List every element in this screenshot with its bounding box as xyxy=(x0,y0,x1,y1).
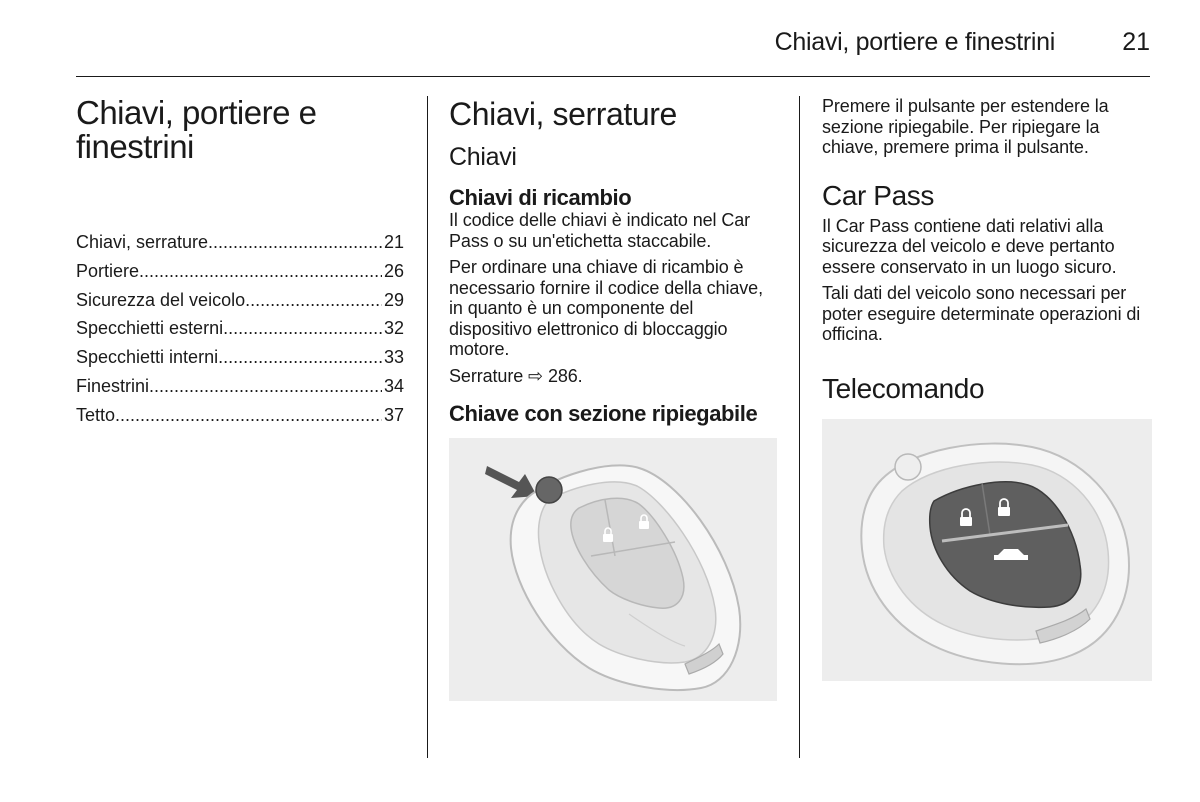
toc-entry-page: 26 xyxy=(383,260,404,281)
reference-text: Serrature xyxy=(449,365,524,386)
toc-leader-dots xyxy=(208,228,382,257)
spare-keys-heading: Chiavi di ricambio xyxy=(449,185,632,210)
key-fob-icon xyxy=(511,465,741,690)
arrow-icon xyxy=(485,466,537,498)
table-of-contents xyxy=(76,228,404,430)
toc-entry[interactable] xyxy=(76,257,404,286)
toc-entry-page: 21 xyxy=(383,232,404,252)
toc-entry[interactable] xyxy=(76,401,404,430)
chapter-column xyxy=(76,96,404,430)
folding-key-heading: Chiave con sezione ripiegabile xyxy=(449,401,758,426)
paragraph: Il codice delle chiavi è indicato nel Car Pass o su un'etichetta staccabile. xyxy=(449,210,751,251)
folding-key-illustration xyxy=(449,438,777,701)
column-divider xyxy=(427,96,428,758)
toc-entry[interactable] xyxy=(76,343,404,372)
toc-leader-dots xyxy=(218,343,382,372)
column-divider xyxy=(799,96,800,758)
right-column xyxy=(822,96,1152,681)
chapter-title-line2: finestrini xyxy=(76,128,194,165)
toc-entry-label: Tetto xyxy=(76,404,116,425)
toc-entry-page: 37 xyxy=(383,404,404,425)
section-title: Chiavi, serrature xyxy=(449,96,677,132)
toc-entry-page: 33 xyxy=(383,347,404,368)
toc-entry-label: Specchietti interni xyxy=(76,347,219,368)
toc-leader-dots xyxy=(149,372,382,401)
toc-entry-label: Sicurezza del veicolo xyxy=(76,289,246,310)
header-title: Chiavi, portiere e finestrini xyxy=(774,28,1055,56)
toc-entry[interactable] xyxy=(76,286,404,315)
toc-entry-page: 34 xyxy=(383,375,404,396)
toc-entry-page: 29 xyxy=(383,289,404,310)
chapter-title xyxy=(76,96,404,164)
toc-entry[interactable] xyxy=(76,314,404,343)
toc-leader-dots xyxy=(139,257,382,286)
paragraph: Per ordinare una chiave di ricambio è necessario fornire il codice della chiave, in quanto è un componente del dispositivo elettronico di bloccaggio motore. xyxy=(449,257,763,359)
remote-control-heading: Telecomando xyxy=(822,372,985,404)
reference-page: 286. xyxy=(547,365,583,386)
toc-entry-label: Portiere xyxy=(76,260,140,281)
running-header xyxy=(76,22,1150,77)
toc-leader-dots xyxy=(223,314,382,343)
toc-entry-page: 32 xyxy=(383,318,404,339)
paragraph: Il Car Pass contiene dati relativi alla sicurezza del veicolo e deve pertanto essere conservato in un luogo sicuro. xyxy=(822,215,1117,277)
chapter-title-line1: Chiavi, portiere e xyxy=(76,94,317,131)
remote-key-icon xyxy=(861,443,1129,664)
toc-entry-label: Specchietti esterni xyxy=(76,318,224,339)
middle-column xyxy=(449,96,779,701)
cross-reference[interactable] xyxy=(449,366,779,387)
toc-leader-dots xyxy=(245,286,382,315)
toc-entry[interactable] xyxy=(76,228,404,257)
paragraph: Premere il pulsante per estendere la sezione ripiegabile. Per ripiegare la chiave, premere prima il pulsante. xyxy=(822,96,1109,157)
toc-leader-dots xyxy=(115,401,382,430)
reference-arrow-icon: ⇨ xyxy=(528,365,544,386)
subsection-title: Chiavi xyxy=(449,143,517,171)
remote-control-illustration xyxy=(822,419,1152,681)
car-pass-heading: Car Pass xyxy=(822,179,934,211)
toc-entry-label: Finestrini xyxy=(76,375,150,396)
paragraph: Tali dati del veicolo sono necessari per poter eseguire determinate operazioni di officina. xyxy=(822,283,1141,344)
toc-entry-label: Chiavi, serrature xyxy=(76,232,209,252)
page-number: 21 xyxy=(1122,28,1150,56)
toc-entry[interactable] xyxy=(76,372,404,401)
